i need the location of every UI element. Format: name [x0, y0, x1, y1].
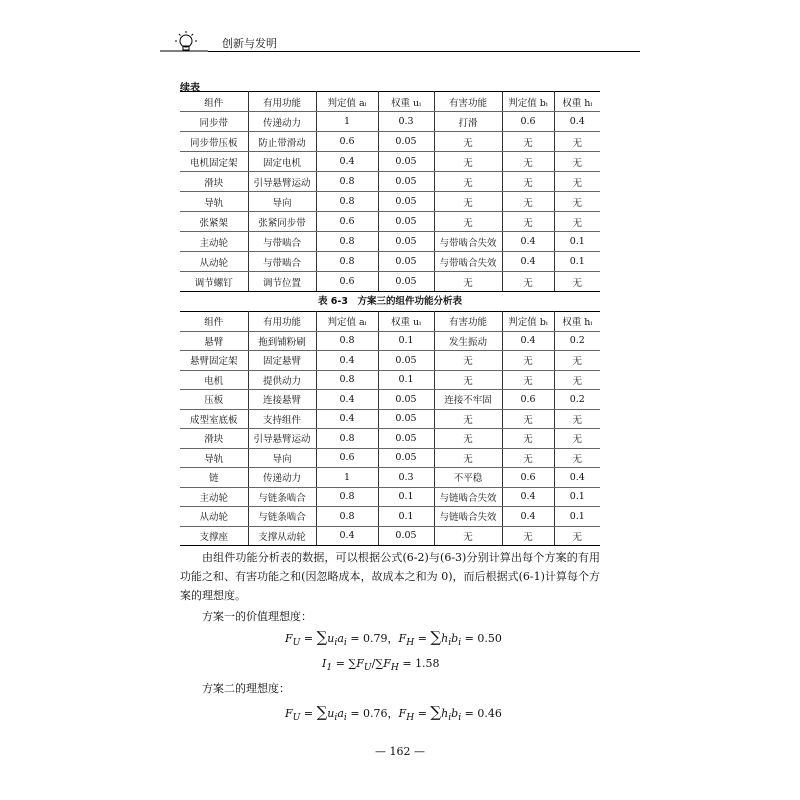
table-cell: 无 [554, 132, 600, 152]
column-header: 权重 hᵢ [554, 312, 600, 332]
table-header-row [180, 92, 600, 112]
table-cell: 0.6 [316, 448, 378, 468]
table-cell: 提供动力 [248, 370, 316, 390]
table-cell: 0.1 [378, 507, 434, 527]
table-cell: 0.8 [316, 232, 378, 252]
table-cell: 从动轮 [180, 507, 248, 527]
table-cell: 主动轮 [180, 232, 248, 252]
table-cell: 0.8 [316, 252, 378, 272]
table-cell: 导向 [248, 192, 316, 212]
table-cell: 无 [554, 429, 600, 449]
table-cell: 0.1 [554, 487, 600, 507]
table-row [180, 331, 600, 351]
table-cell: 0.4 [502, 252, 554, 272]
column-header: 判定值 aᵢ [316, 312, 378, 332]
table-cell: 无 [554, 351, 600, 371]
table-cell: 1 [316, 468, 378, 488]
lightbulb-logo-icon [160, 30, 208, 56]
table-cell: 0.6 [502, 390, 554, 410]
table-cell: 0.8 [316, 172, 378, 192]
table-cell: 0.1 [378, 487, 434, 507]
table-cell: 0.05 [378, 132, 434, 152]
table-cell: 0.2 [554, 331, 600, 351]
table-cell: 与链条啮合 [248, 487, 316, 507]
table-cell: 无 [502, 429, 554, 449]
table-cell: 悬臂固定架 [180, 351, 248, 371]
table-cell: 无 [554, 212, 600, 232]
table-cell: 导轨 [180, 192, 248, 212]
table-cell: 与带啮合失效 [434, 232, 502, 252]
table-cell: 0.1 [378, 331, 434, 351]
table-cell: 无 [554, 526, 600, 546]
table-cell: 0.05 [378, 172, 434, 192]
table-cell: 0.6 [502, 468, 554, 488]
column-header: 权重 hᵢ [554, 92, 600, 112]
table-cell: 0.8 [316, 507, 378, 527]
table-cell: 无 [554, 192, 600, 212]
continued-table-label: 续表 [180, 83, 200, 94]
page-number: — 162 — [375, 745, 425, 758]
table-cell: 悬臂 [180, 331, 248, 351]
table-cell: 压板 [180, 390, 248, 410]
table-cell: 0.1 [554, 232, 600, 252]
table-cell: 0.4 [554, 468, 600, 488]
table-cell: 无 [434, 429, 502, 449]
table-cell: 同步带压板 [180, 132, 248, 152]
table-cell: 0.05 [378, 448, 434, 468]
table-cell: 0.8 [316, 370, 378, 390]
scheme2-label: 方案二的理想度： [202, 682, 290, 695]
table-cell: 0.3 [378, 468, 434, 488]
column-header: 有用功能 [248, 312, 316, 332]
table-cell: 0.4 [502, 331, 554, 351]
table-cell: 无 [554, 152, 600, 172]
column-header: 组件 [180, 312, 248, 332]
table-cell: 无 [502, 192, 554, 212]
table-row [180, 487, 600, 507]
table-cell: 成型室底板 [180, 409, 248, 429]
table-row [180, 212, 600, 232]
table-cell: 0.2 [554, 390, 600, 410]
table-header-row [180, 312, 600, 332]
scheme1-fu-value: 0.79 [363, 632, 388, 645]
table-cell: 0.6 [316, 272, 378, 292]
table-cell: 张紧架 [180, 212, 248, 232]
table-cell: 无 [434, 212, 502, 232]
table-cell: 无 [554, 448, 600, 468]
table-cell: 0.05 [378, 212, 434, 232]
column-header: 判定值 aᵢ [316, 92, 378, 112]
table-row [180, 448, 600, 468]
table-row [180, 272, 600, 292]
table-cell: 0.05 [378, 429, 434, 449]
table-cell: 无 [434, 448, 502, 468]
scheme2-fu-value: 0.76 [363, 707, 388, 720]
table-cell: 0.4 [316, 409, 378, 429]
table-cell: 无 [502, 370, 554, 390]
table-row [180, 390, 600, 410]
table-cell: 固定悬臂 [248, 351, 316, 371]
table-cell: 支撑座 [180, 526, 248, 546]
table-cell: 0.4 [502, 232, 554, 252]
table-cell: 无 [502, 132, 554, 152]
column-header: 有害功能 [434, 92, 502, 112]
table-cell: 无 [434, 172, 502, 192]
table-cell: 导向 [248, 448, 316, 468]
column-header: 判定值 bᵢ [502, 92, 554, 112]
table-row [180, 132, 600, 152]
table-cell: 无 [554, 172, 600, 192]
table-cell: 0.05 [378, 390, 434, 410]
table-cell: 支持组件 [248, 409, 316, 429]
scheme2-sums-equation: $F_U = \sum u_ia_i = 0.76$，$F_H = \sum h_ib_i = 0.46$ [285, 703, 502, 724]
table-cell: 与带啮合 [248, 232, 316, 252]
page-header [160, 30, 640, 56]
table-cell: 调节位置 [248, 272, 316, 292]
table-cell: 无 [554, 272, 600, 292]
table-cell: 0.4 [316, 351, 378, 371]
table-cell: 0.8 [316, 331, 378, 351]
table-cell: 0.4 [316, 526, 378, 546]
table-cell: 与链啮合失效 [434, 487, 502, 507]
table-cell: 固定电机 [248, 152, 316, 172]
table-row [180, 112, 600, 132]
table-cell: 与链啮合失效 [434, 507, 502, 527]
table-row [180, 370, 600, 390]
table-cell: 无 [502, 172, 554, 192]
table-cell: 0.4 [502, 507, 554, 527]
table-cell: 0.6 [316, 212, 378, 232]
scheme1-label: 方案一的价值理想度： [202, 610, 312, 623]
table-cell: 无 [434, 526, 502, 546]
table-cell: 0.4 [554, 112, 600, 132]
table-row [180, 152, 600, 172]
table-cell: 0.4 [502, 487, 554, 507]
table-cell: 0.05 [378, 252, 434, 272]
continued-function-table [180, 91, 600, 292]
table-cell: 滑块 [180, 429, 248, 449]
table-cell: 0.8 [316, 487, 378, 507]
table-cell: 传递动力 [248, 112, 316, 132]
table-cell: 无 [502, 272, 554, 292]
column-header: 有用功能 [248, 92, 316, 112]
table-row [180, 507, 600, 527]
table-cell: 0.05 [378, 192, 434, 212]
scheme1-fh-value: 0.50 [477, 632, 502, 645]
table-cell: 0.05 [378, 526, 434, 546]
table-cell: 0.05 [378, 152, 434, 172]
scheme1-ideality-equation: $I_1 = \sum F_U/\sum F_H = 1.58$ [322, 657, 440, 674]
scheme2-fh-value: 0.46 [477, 707, 502, 720]
table-cell: 0.4 [316, 390, 378, 410]
table-cell: 无 [554, 409, 600, 429]
table-cell: 0.6 [502, 112, 554, 132]
table-cell: 调节螺钉 [180, 272, 248, 292]
table-cell: 滑块 [180, 172, 248, 192]
table-cell: 无 [434, 152, 502, 172]
table-cell: 传递动力 [248, 468, 316, 488]
scheme1-sums-equation: $F_U = \sum u_ia_i = 0.79$，$F_H = \sum h_ib_i = 0.50$ [285, 628, 502, 649]
table-cell: 主动轮 [180, 487, 248, 507]
table-cell: 无 [502, 409, 554, 429]
table-cell: 支撑从动轮 [248, 526, 316, 546]
table-cell: 0.1 [378, 370, 434, 390]
table-cell: 无 [502, 526, 554, 546]
table-row [180, 192, 600, 212]
table-cell: 无 [434, 370, 502, 390]
table-cell: 与带啮合 [248, 252, 316, 272]
table-cell: 无 [434, 192, 502, 212]
table-cell: 引导悬臂运动 [248, 172, 316, 192]
table-cell: 0.8 [316, 429, 378, 449]
table-cell: 发生振动 [434, 331, 502, 351]
column-header: 有害功能 [434, 312, 502, 332]
table-cell: 0.05 [378, 409, 434, 429]
table-cell: 0.1 [554, 252, 600, 272]
table-cell: 0.05 [378, 351, 434, 371]
table-cell: 防止带滑动 [248, 132, 316, 152]
column-header: 权重 uᵢ [378, 312, 434, 332]
table-cell: 导轨 [180, 448, 248, 468]
body-paragraph: 由组件功能分析表的数据，可以根据公式(6-2)与(6-3)分别计算出每个方案的有用功能之和、有害功能之和(因忽略成本，故成本之和为 0)，而后根据式(6-1)计算每个方案的理想度。 [180, 551, 600, 602]
table-cell: 1 [316, 112, 378, 132]
table-cell: 引导悬臂运动 [248, 429, 316, 449]
table-cell: 无 [502, 212, 554, 232]
table-cell: 无 [434, 132, 502, 152]
table-row [180, 526, 600, 546]
header-title: 创新与发明 [222, 37, 277, 50]
table-cell: 连接悬臂 [248, 390, 316, 410]
table-cell: 从动轮 [180, 252, 248, 272]
table-cell: 0.8 [316, 192, 378, 212]
column-header: 权重 uᵢ [378, 92, 434, 112]
table-cell: 无 [434, 409, 502, 429]
table-row [180, 252, 600, 272]
table-cell: 无 [554, 370, 600, 390]
table-cell: 拖到铺粉刷 [248, 331, 316, 351]
table-cell: 不平稳 [434, 468, 502, 488]
table-row [180, 409, 600, 429]
table-row [180, 172, 600, 192]
header-rule [208, 51, 640, 52]
table-cell: 0.1 [554, 507, 600, 527]
column-header: 判定值 bᵢ [502, 312, 554, 332]
table-cell: 无 [502, 152, 554, 172]
table-cell: 无 [434, 351, 502, 371]
table-row [180, 351, 600, 371]
table-cell: 无 [434, 272, 502, 292]
scheme1-i-value: 1.58 [415, 657, 440, 670]
table-cell: 链 [180, 468, 248, 488]
table-row [180, 429, 600, 449]
table-cell: 同步带 [180, 112, 248, 132]
table-cell: 无 [502, 351, 554, 371]
table-caption: 表 6-3 方案三的组件功能分析表 [318, 296, 462, 307]
scheme3-function-table [180, 311, 600, 546]
table-cell: 0.6 [316, 132, 378, 152]
table-cell: 电机固定架 [180, 152, 248, 172]
table-cell: 张紧同步带 [248, 212, 316, 232]
table-cell: 无 [502, 448, 554, 468]
table-cell: 与链条啮合 [248, 507, 316, 527]
table-cell: 0.05 [378, 272, 434, 292]
table-cell: 0.3 [378, 112, 434, 132]
table-cell: 与带啮合失效 [434, 252, 502, 272]
table-cell: 打滑 [434, 112, 502, 132]
table-cell: 电机 [180, 370, 248, 390]
table-row [180, 232, 600, 252]
table-cell: 0.05 [378, 232, 434, 252]
column-header: 组件 [180, 92, 248, 112]
table-cell: 连接不牢固 [434, 390, 502, 410]
table-cell: 0.4 [316, 152, 378, 172]
table-row [180, 468, 600, 488]
